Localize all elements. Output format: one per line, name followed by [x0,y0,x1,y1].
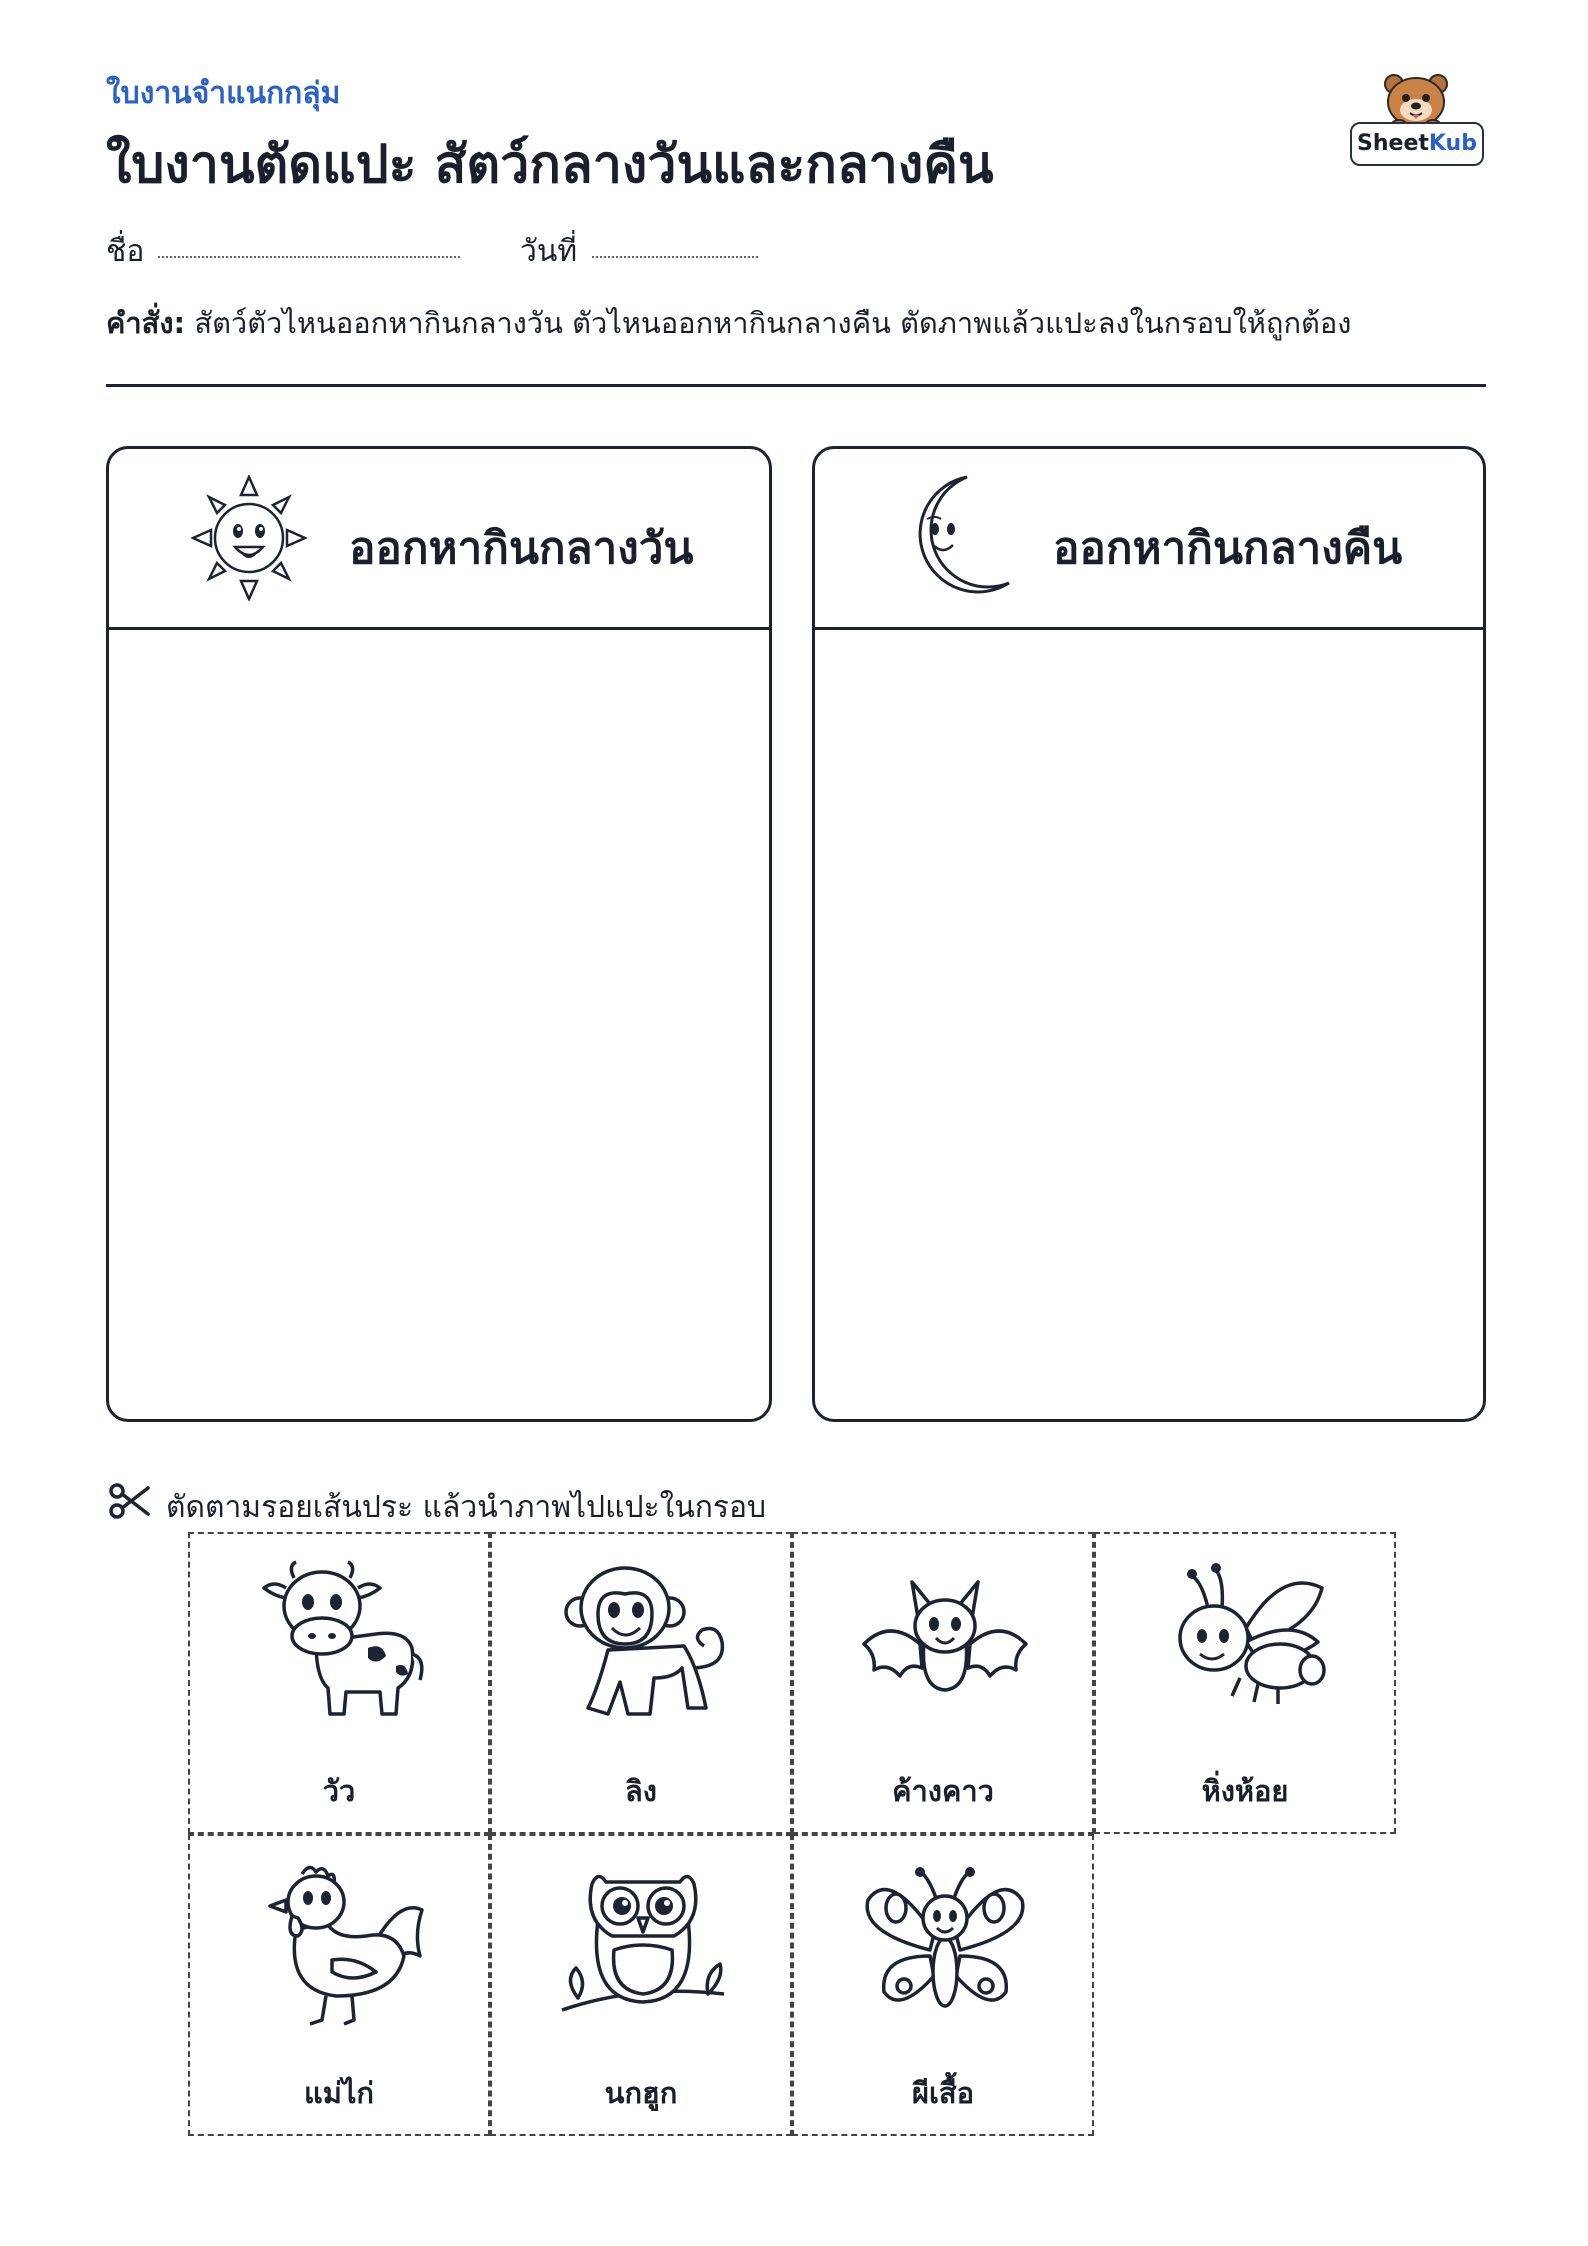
owl-icon [558,1860,728,2030]
cut-card-butterfly[interactable] [792,1834,1094,2136]
logo-text-sheet: Sheet [1357,131,1429,156]
instruction [106,300,1351,346]
cut-card-label: ผีเสื้อ [911,2076,975,2110]
cut-card-label: หิ่งห้อย [1201,1774,1289,1808]
cut-card-cow[interactable] [188,1532,490,1834]
sun-icon [191,475,307,601]
daytime-box-header [109,449,769,630]
firefly-icon [1162,1558,1332,1728]
butterfly-icon [860,1860,1030,2030]
instruction-label: คำสั่ง: [106,306,186,340]
date-label: วันที่ [520,234,578,269]
cut-card-label: วัว [322,1774,356,1808]
name-field[interactable] [158,256,460,258]
page-title: ใบงานตัดแปะ สัตว์กลางวันและกลางคืน [106,135,994,195]
cut-card-label: ลิง [625,1774,657,1808]
bat-icon [860,1558,1030,1728]
cut-instruction: ตัดตามรอยเส้นประ แล้วนำภาพไปแปะในกรอบ [166,1490,767,1525]
cut-card-label: แม่ไก่ [304,2076,374,2110]
divider [106,384,1486,387]
nighttime-box[interactable] [812,446,1486,1422]
daytime-box[interactable] [106,446,772,1422]
sheetkub-logo [1346,66,1486,170]
nighttime-box-header [815,449,1483,630]
moon-icon [897,471,1017,601]
cut-card-label: นกฮูก [604,2076,678,2110]
cow-icon [256,1558,426,1728]
instruction-text: สัตว์ตัวไหนออกหากินกลางวัน ตัวไหนออกหากินกลางคืน ตัดภาพแล้วแปะลงในกรอบให้ถูกต้อง [194,306,1352,340]
nighttime-box-title: ออกหากินกลางคืน [1053,523,1403,574]
daytime-box-title: ออกหากินกลางวัน [349,523,694,574]
cut-card-hen[interactable] [188,1834,490,2136]
name-label: ชื่อ [106,234,145,269]
worksheet-category: ใบงานจำแนกกลุ่ม [106,76,341,111]
cut-card-monkey[interactable] [490,1532,792,1834]
date-field[interactable] [592,256,758,258]
logo-text-kub: Kub [1428,131,1477,156]
cut-card-firefly[interactable] [1094,1532,1396,1834]
monkey-icon [558,1558,728,1728]
cut-card-owl[interactable] [490,1834,792,2136]
scissors-icon [108,1482,150,1520]
cut-card-bat[interactable] [792,1532,1094,1834]
cut-card-label: ค้างคาว [892,1774,994,1808]
logo-text [1350,122,1484,166]
hen-icon [256,1860,426,2030]
